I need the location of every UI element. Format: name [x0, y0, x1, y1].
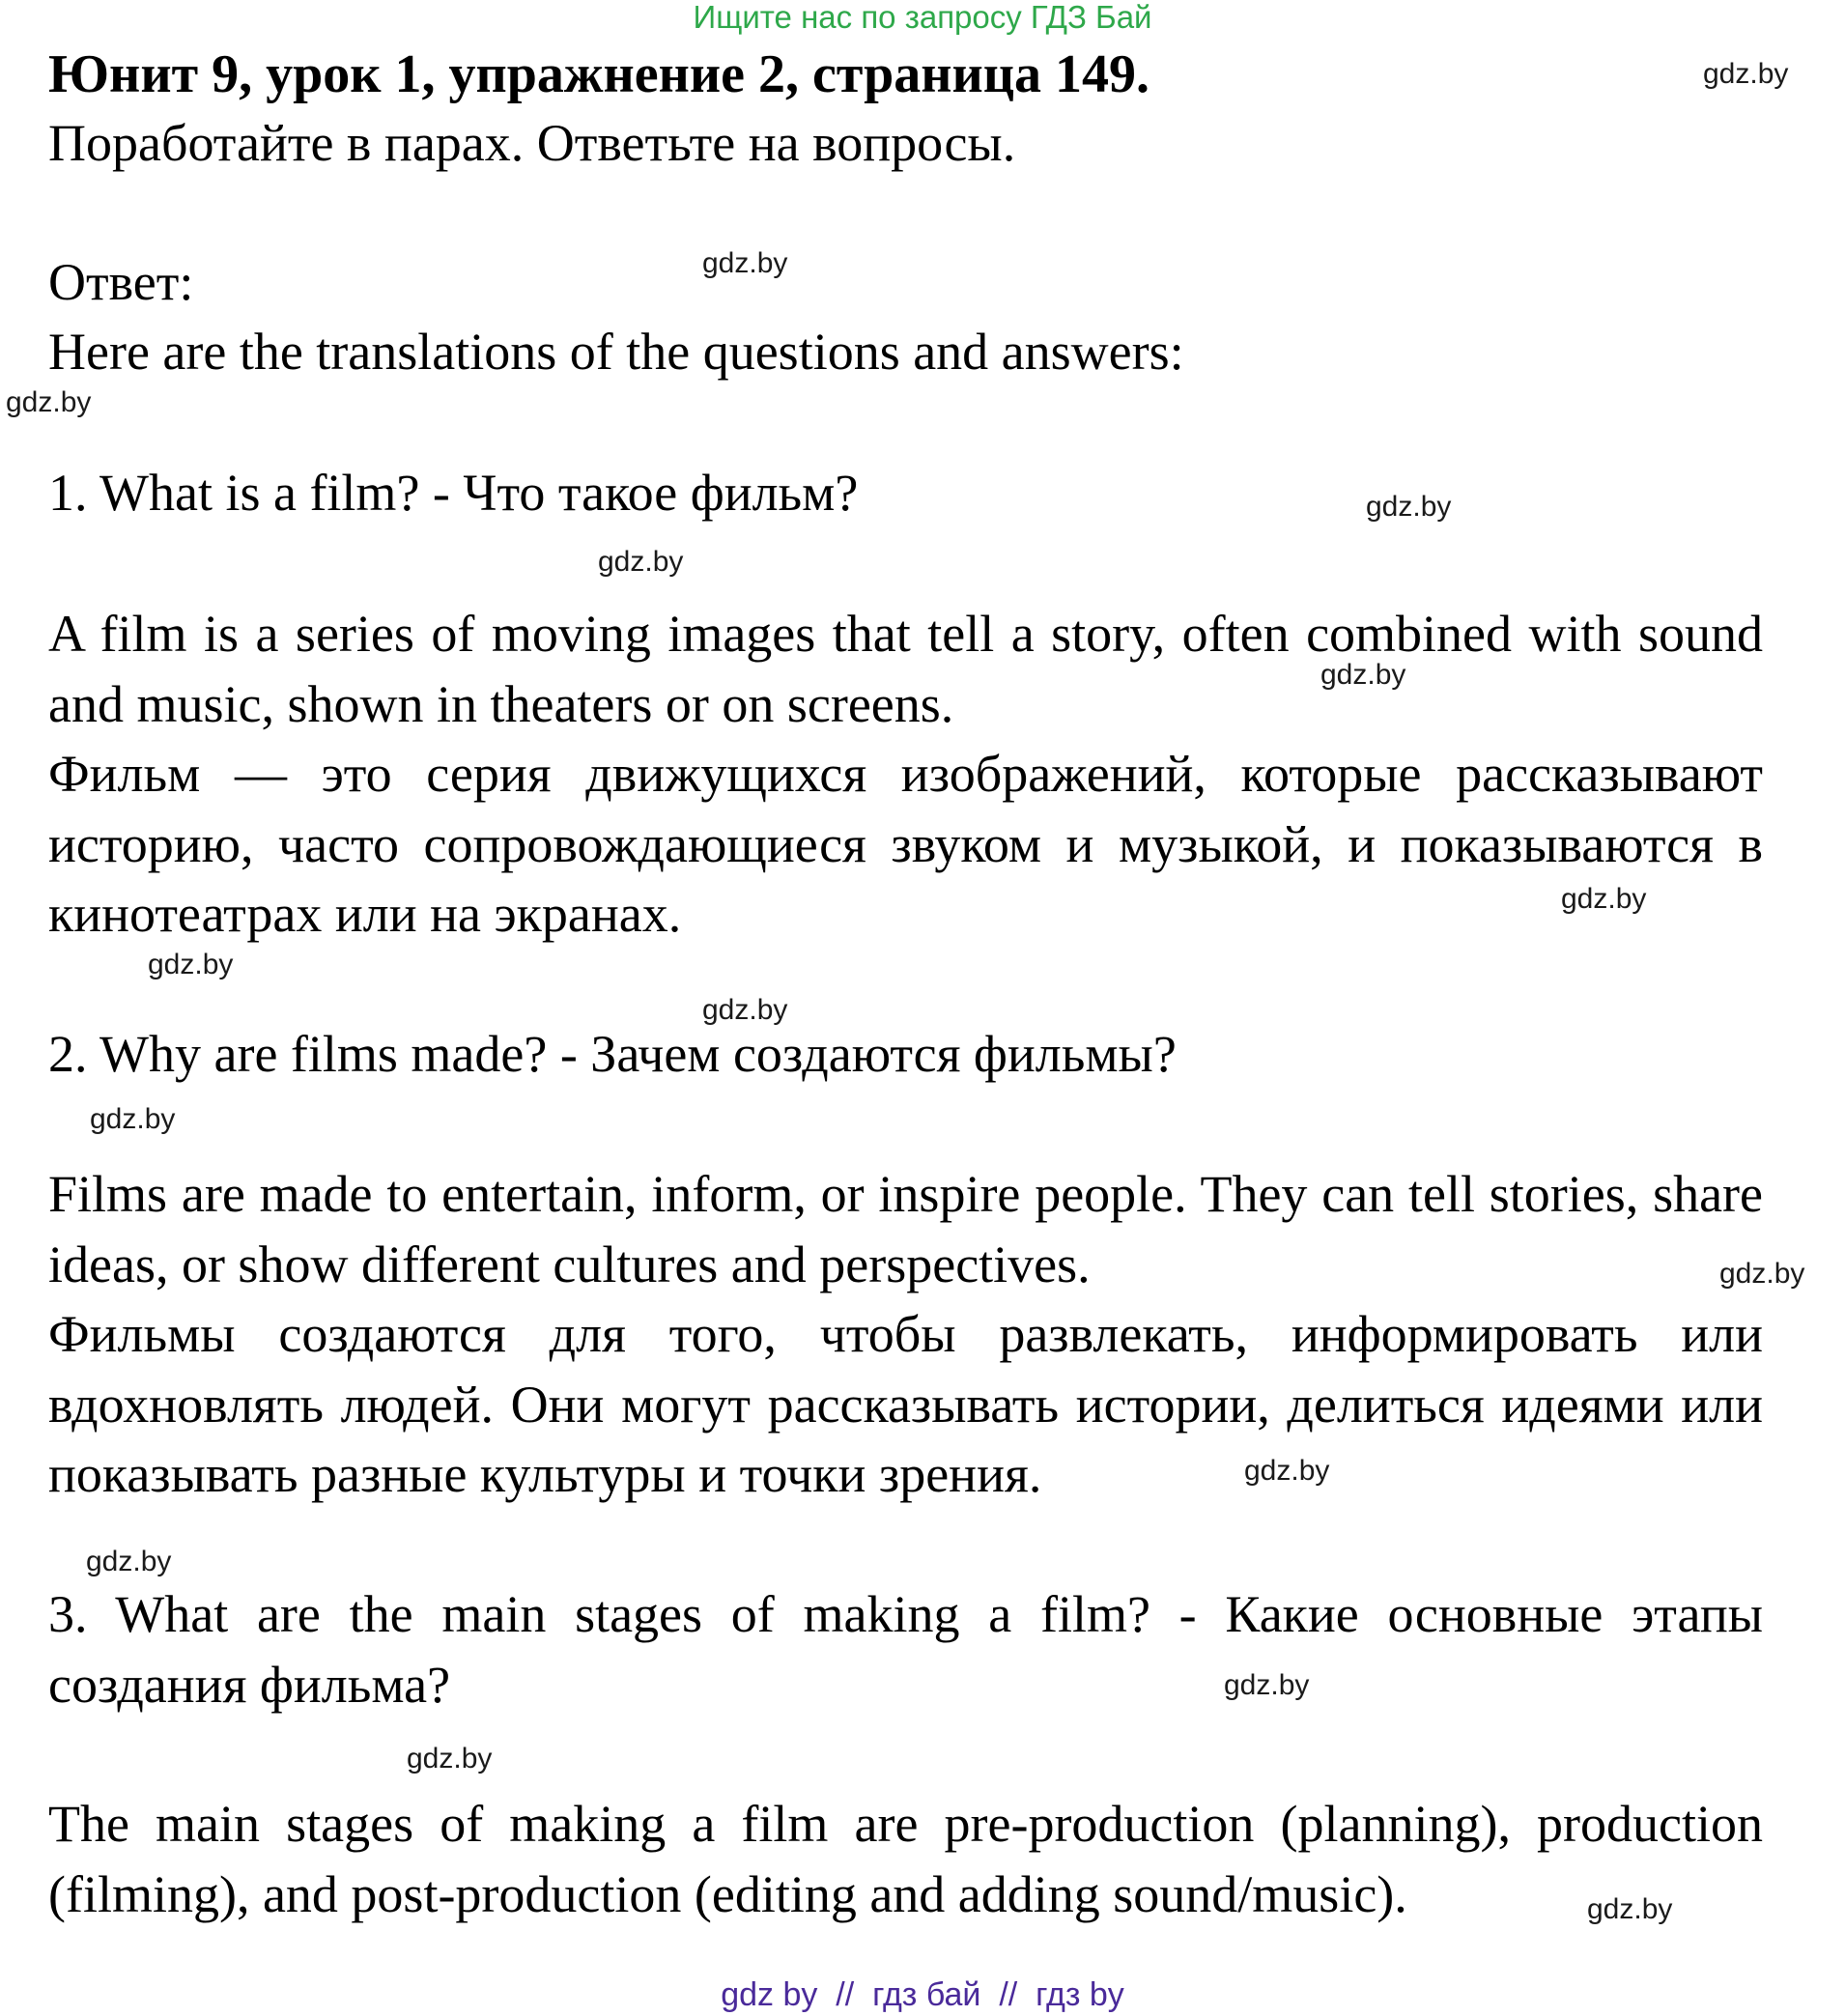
watermark: gdz.by [6, 386, 92, 418]
answer-1-russian: Фильм — это серия движущихся изображений, которые рассказывают историю, часто сопровождающиеся звуком и музыкой, и показываются в кинотеатрах или на экранах. [48, 745, 1763, 943]
answer-label: Ответ: [48, 253, 194, 311]
question-2: 2. Why are films made? - Зачем создаются фильмы? [48, 1025, 1177, 1083]
watermark: gdz.by [1561, 883, 1647, 915]
question-3: 3. What are the main stages of making a film? - Какие основные этапы создания фильма? [48, 1585, 1763, 1714]
answer-intro: Here are the translations of the questions and answers: [48, 323, 1184, 381]
watermark: gdz.by [1366, 491, 1452, 523]
watermark: gdz.by [598, 546, 684, 578]
watermark: gdz.by [1224, 1669, 1310, 1701]
watermark: gdz.by [1320, 659, 1406, 691]
watermark: gdz.by [407, 1743, 493, 1775]
answer-2-english: Films are made to entertain, inform, or inspire people. They can tell stories, share ideas, or show different cultures and perspectives. [48, 1165, 1763, 1293]
answer-3-english: The main stages of making a film are pre-production (planning), production (filming), and post-production (editing and adding sound/music). [48, 1795, 1763, 1923]
answer-1-english: A film is a series of moving images that tell a story, often combined with sound and music, shown in theaters or on screens. [48, 605, 1763, 733]
question-1: 1. What is a film? - Что такое фильм? [48, 464, 859, 522]
watermark: gdz.by [90, 1103, 176, 1135]
watermark: gdz.by [1703, 58, 1789, 90]
search-banner: Ищите нас по запросу ГДЗ Бай [693, 0, 1152, 35]
watermark: gdz.by [1719, 1258, 1805, 1290]
watermark: gdz.by [702, 247, 788, 279]
exercise-instruction: Поработайте в парах. Ответьте на вопросы. [48, 114, 1016, 172]
watermark: gdz.by [148, 949, 234, 980]
watermark: gdz.by [1244, 1455, 1330, 1487]
footer-links: gdz by // гдз бай // гдз by [721, 1976, 1124, 2013]
watermark: gdz.by [702, 994, 788, 1026]
page-title: Юнит 9, урок 1, упражнение 2, страница 149. [48, 44, 1150, 104]
watermark: gdz.by [86, 1546, 172, 1577]
watermark: gdz.by [1587, 1893, 1673, 1925]
answer-2-russian: Фильмы создаются для того, чтобы развлекать, информировать или вдохновлять людей. Они могут рассказывать истории, делиться идеями или показывать разные культуры и точки зрения. [48, 1305, 1763, 1503]
